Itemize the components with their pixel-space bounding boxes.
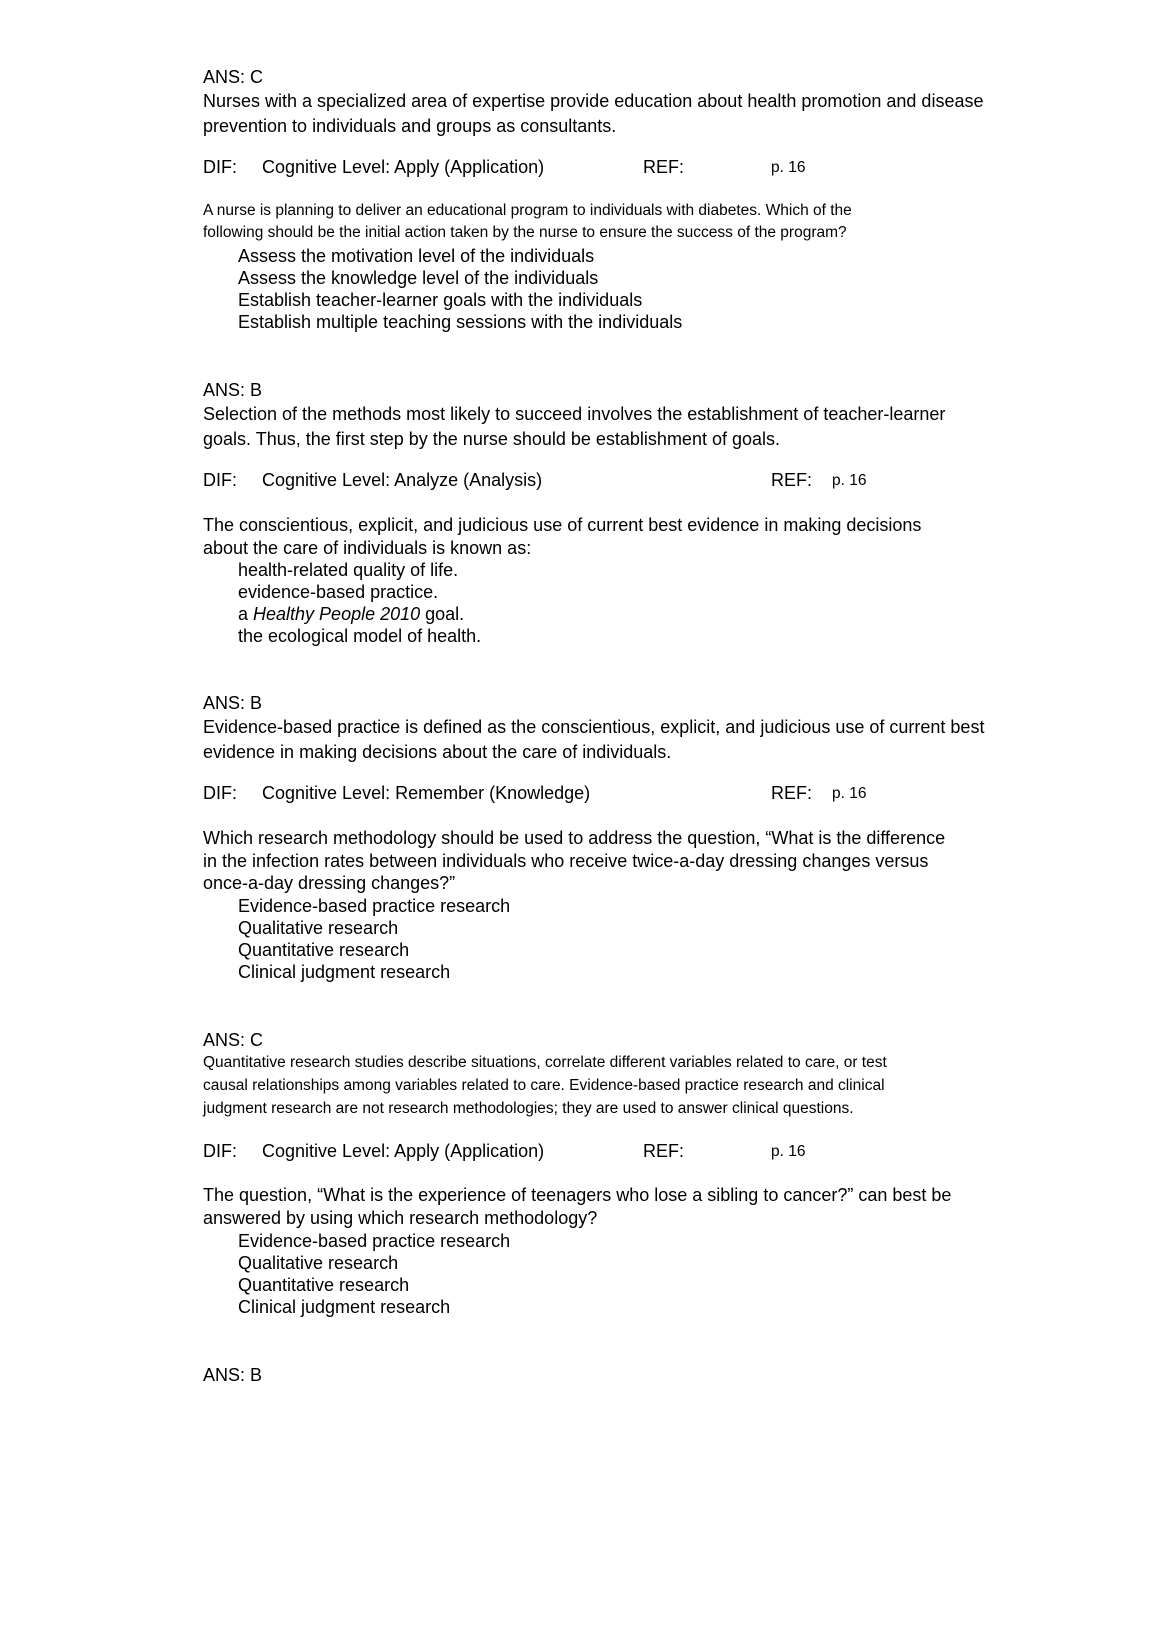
answer-line: ANS: C [203,1030,264,1050]
option: Qualitative research [238,918,399,938]
option: Clinical judgment research [238,962,451,982]
option: Quantitative research [238,1275,410,1295]
rationale-line: Nurses with a specialized area of expertise provide education about health promotion and disease [203,91,984,111]
question-line: following should be the initial action taken by the nurse to ensure the success of the program? [203,224,847,241]
rationale-line: Selection of the methods most likely to succeed involves the establishment of teacher-learner [203,404,946,424]
option: a Healthy People 2010 goal. [238,604,465,624]
question-line: A nurse is planning to deliver an educational program to individuals with diabetes. Which of the [203,202,852,219]
option: Quantitative research [238,940,410,960]
question-line: once-a-day dressing changes?” [203,873,456,893]
answer-line: ANS: B [203,380,263,400]
rationale-line: Evidence-based practice is defined as the conscientious, explicit, and judicious use of current best [203,717,985,737]
ref-page: p. 16 [771,159,806,176]
ref-label: REF: [771,783,813,803]
ref-page: p. 16 [832,785,867,802]
option: Evidence-based practice research [238,896,511,916]
ref-label: REF: [771,470,813,490]
dif-label: DIF: [203,1141,237,1161]
option: Establish teacher-learner goals with the individuals [238,290,643,310]
question-line: Which research methodology should be used to address the question, “What is the difference [203,828,946,848]
cognitive-level: Cognitive Level: Apply (Application) [262,1141,545,1161]
rationale-line: judgment research are not research methodologies; they are used to answer clinical questions. [203,1100,854,1117]
option: health-related quality of life. [238,560,459,580]
rationale-line: evidence in making decisions about the care of individuals. [203,742,672,762]
answer-line: ANS: B [203,693,263,713]
question-line: answered by using which research methodology? [203,1208,598,1228]
question-line: about the care of individuals is known as: [203,538,532,558]
rationale-line: Quantitative research studies describe situations, correlate different variables related to care, or test [203,1054,887,1071]
answer-line: ANS: C [203,67,264,87]
ref-label: REF: [643,1141,685,1161]
cognitive-level: Cognitive Level: Remember (Knowledge) [262,783,591,803]
question-line: The conscientious, explicit, and judicious use of current best evidence in making decisions [203,515,922,535]
option: evidence-based practice. [238,582,439,602]
ref-page: p. 16 [832,472,867,489]
rationale-line: goals. Thus, the first step by the nurse should be establishment of goals. [203,429,781,449]
italic-title: Healthy People 2010 [253,604,421,624]
cognitive-level: Cognitive Level: Apply (Application) [262,157,545,177]
answer-line: ANS: B [203,1365,263,1385]
option: Assess the motivation level of the individuals [238,246,595,266]
question-line: The question, “What is the experience of teenagers who lose a sibling to cancer?” can best be [203,1185,952,1205]
option: Establish multiple teaching sessions with the individuals [238,312,683,332]
dif-label: DIF: [203,783,237,803]
ref-page: p. 16 [771,1143,806,1160]
option: the ecological model of health. [238,626,482,646]
option: Qualitative research [238,1253,399,1273]
dif-label: DIF: [203,157,237,177]
option: Clinical judgment research [238,1297,451,1317]
ref-label: REF: [643,157,685,177]
rationale-line: causal relationships among variables related to care. Evidence-based practice research and clinical [203,1077,885,1094]
rationale-line: prevention to individuals and groups as consultants. [203,116,617,136]
question-line: in the infection rates between individuals who receive twice-a-day dressing changes versus [203,851,929,871]
option: Evidence-based practice research [238,1231,511,1251]
dif-label: DIF: [203,470,237,490]
cognitive-level: Cognitive Level: Analyze (Analysis) [262,470,543,490]
option: Assess the knowledge level of the individuals [238,268,599,288]
